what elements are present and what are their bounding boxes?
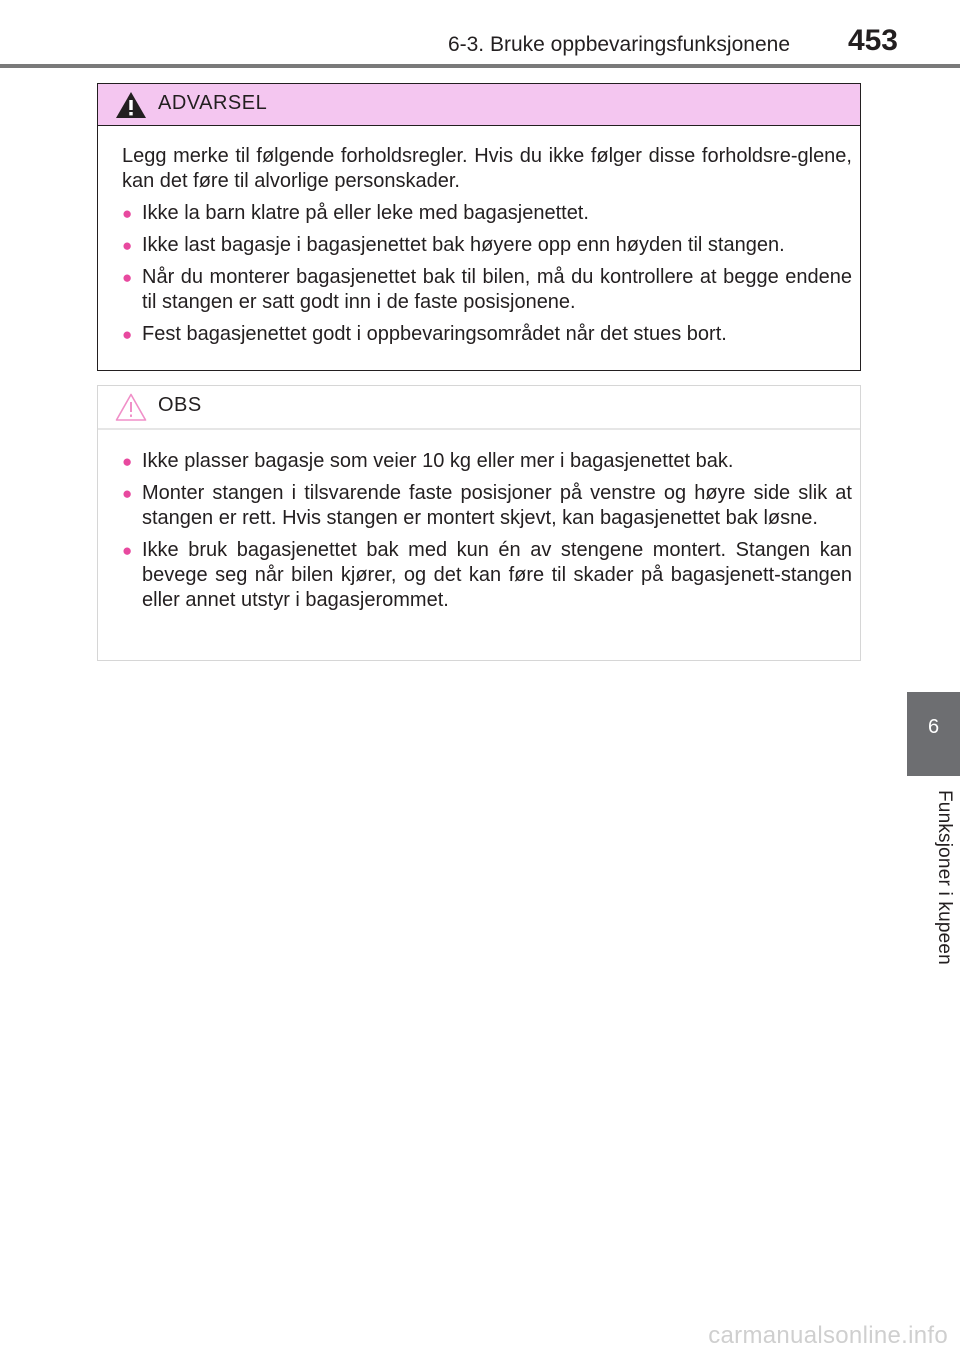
- bullet-icon: ●: [122, 204, 133, 223]
- caution-outline-triangle-icon: [114, 392, 148, 422]
- page-header: [0, 0, 960, 66]
- page-number: 453: [847, 24, 898, 57]
- bullet-icon: ●: [122, 452, 133, 471]
- list-item: [122, 265, 852, 315]
- list-item: [122, 449, 852, 474]
- list-item: [122, 538, 852, 613]
- bullet-icon: ●: [122, 484, 133, 503]
- chapter-label: Funksjoner i kupeen: [934, 790, 955, 965]
- bullet-icon: ●: [122, 541, 133, 560]
- header-rule: [0, 64, 960, 68]
- warning-title: ADVARSEL: [158, 92, 268, 114]
- watermark: carmanualsonline.info: [708, 1322, 948, 1349]
- notice-body: [98, 430, 860, 613]
- warning-item-text: Ikke la barn klatre på eller leke med bagasjenettet.: [142, 202, 589, 224]
- notice-title: OBS: [158, 394, 202, 416]
- warning-item-text: Ikke last bagasje i bagasjenettet bak høyere opp enn høyden til stangen.: [142, 234, 785, 256]
- chapter-number: 6: [927, 716, 940, 738]
- notice-item-text: Ikke bruk bagasjenettet bak med kun én av stengene montert. Stangen kan bevege seg når bilen kjører, og det kan føre til skader på bagasjenett-stangen eller annet utstyr i bagasjerommet.: [142, 539, 852, 611]
- warning-header: [98, 84, 860, 126]
- list-item: [122, 201, 852, 226]
- list-item: [122, 481, 852, 531]
- warning-triangle-icon: [114, 90, 148, 120]
- list-item: [122, 233, 852, 258]
- notice-item-text: Ikke plasser bagasje som veier 10 kg eller mer i bagasjenettet bak.: [142, 450, 734, 472]
- warning-body: [98, 126, 860, 347]
- warning-intro: Legg merke til følgende forholdsregler. Hvis du ikke følger disse forholdsre-glene, kan det føre til alvorlige personskader.: [122, 145, 852, 192]
- warning-item-text: Fest bagasjenettet godt i oppbevaringsområdet når det stues bort.: [142, 323, 727, 345]
- section-title: 6-3. Bruke oppbevaringsfunksjonene: [447, 33, 790, 56]
- bullet-icon: ●: [122, 236, 133, 255]
- bullet-icon: ●: [122, 325, 133, 344]
- notice-item-text: Monter stangen i tilsvarende faste posisjoner på venstre og høyre side slik at stangen er rett. Hvis stangen er montert skjevt, kan bagasjenettet bak løsne.: [142, 482, 852, 529]
- warning-item-text: Når du monterer bagasjenettet bak til bilen, må du kontrollere at begge endene til stangen er satt godt inn i de faste posisjonene.: [142, 266, 852, 313]
- chapter-tab: [907, 692, 960, 776]
- notice-box: [97, 385, 861, 661]
- notice-header: [98, 386, 860, 430]
- list-item: [122, 322, 852, 347]
- bullet-icon: ●: [122, 268, 133, 287]
- warning-box: [97, 83, 861, 371]
